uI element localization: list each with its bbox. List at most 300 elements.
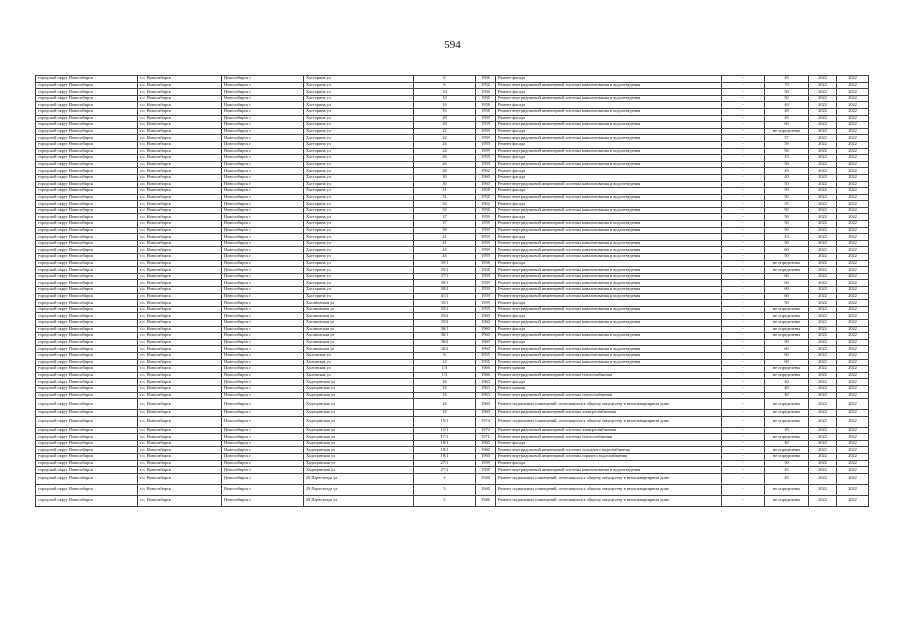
district-cell: городской округ Новосибирск <box>36 95 138 102</box>
cost-cell: 50 <box>765 194 809 201</box>
dash-cell: - <box>722 227 765 234</box>
plan-year-cell: 2022 <box>809 161 837 168</box>
table-row <box>36 201 869 208</box>
plan-year-cell: 2022 <box>809 240 837 247</box>
work-type-cell: Ремонт фасада <box>496 313 722 320</box>
municipality-cell: г.о. Новосибирск <box>138 352 222 359</box>
year-cell: 1960 <box>476 410 496 417</box>
table-row <box>36 148 869 155</box>
municipality-cell: г.о. Новосибирск <box>138 227 222 234</box>
municipality-cell: г.о. Новосибирск <box>138 128 222 135</box>
year-cell: 1960 <box>476 313 496 320</box>
street-cell: 29 Партсъезда ул <box>304 495 414 506</box>
plan-year-cell: 2022 <box>809 95 837 102</box>
street-cell: Хасановская ул <box>304 326 414 333</box>
city-cell: Новосибирск г <box>222 82 304 89</box>
dash-cell: - <box>722 188 765 195</box>
house-cell: 43 <box>414 247 476 254</box>
district-cell: городской округ Новосибирск <box>36 440 138 447</box>
district-cell: городской округ Новосибирск <box>36 188 138 195</box>
dash-cell: - <box>722 313 765 320</box>
municipality-cell: г.о. Новосибирск <box>138 168 222 175</box>
district-cell: городской округ Новосибирск <box>36 300 138 307</box>
table-row <box>36 495 869 506</box>
dash-cell: - <box>722 484 765 495</box>
dash-cell: - <box>722 352 765 359</box>
dash-cell: - <box>722 306 765 313</box>
fact-year-cell: 2022 <box>837 82 869 89</box>
municipality-cell: г.о. Новосибирск <box>138 207 222 214</box>
work-type-cell: Ремонт фасада <box>496 89 722 96</box>
street-cell: Хасторина ул <box>304 89 414 96</box>
district-cell: городской округ Новосибирск <box>36 339 138 346</box>
plan-year-cell: 2022 <box>809 359 837 366</box>
plan-year-cell: 2022 <box>809 168 837 175</box>
house-cell: 3 <box>414 484 476 495</box>
municipality-cell: г.о. Новосибирск <box>138 234 222 241</box>
street-cell: Ходоцинская ул <box>304 454 414 461</box>
dash-cell: - <box>722 319 765 326</box>
plan-year-cell: 2022 <box>809 247 837 254</box>
city-cell: Новосибирск г <box>222 399 304 410</box>
cost-cell: 50 <box>765 207 809 214</box>
year-cell: 1960 <box>476 339 496 346</box>
district-cell: городской округ Новосибирск <box>36 280 138 287</box>
house-cell: 16 <box>414 392 476 399</box>
table-row <box>36 207 869 214</box>
work-type-cell: Ремонт внутридомовой инженерной системы канализования и водоотведения <box>496 333 722 340</box>
city-cell: Новосибирск г <box>222 333 304 340</box>
house-cell: 36/2 <box>414 339 476 346</box>
house-cell: 35/2 <box>414 319 476 326</box>
city-cell: Новосибирск г <box>222 280 304 287</box>
fact-year-cell: 2022 <box>837 141 869 148</box>
plan-year-cell: 2022 <box>809 339 837 346</box>
cost-cell: не определены <box>765 399 809 410</box>
street-cell: Хасановская ул <box>304 346 414 353</box>
house-cell: 6 <box>414 352 476 359</box>
house-cell: 6 <box>414 82 476 89</box>
district-cell: городской округ Новосибирск <box>36 201 138 208</box>
city-cell: Новосибирск г <box>222 168 304 175</box>
house-cell: 20 <box>414 115 476 122</box>
street-cell: Ходоцинская ул <box>304 440 414 447</box>
year-cell: 1959 <box>476 300 496 307</box>
work-type-cell: Ремонт внутридомовой инженерной системы канализования и водоотведения <box>496 181 722 188</box>
municipality-cell: г.о. Новосибирск <box>138 460 222 467</box>
fact-year-cell: 2022 <box>837 359 869 366</box>
municipality-cell: г.о. Новосибирск <box>138 240 222 247</box>
plan-year-cell: 2022 <box>809 333 837 340</box>
table-row <box>36 122 869 129</box>
plan-year-cell: 2022 <box>809 447 837 454</box>
district-cell: городской округ Новосибирск <box>36 161 138 168</box>
cost-cell: 45 <box>765 234 809 241</box>
municipality-cell: г.о. Новосибирск <box>138 339 222 346</box>
fact-year-cell: 2022 <box>837 95 869 102</box>
house-cell: 5 <box>414 495 476 506</box>
fact-year-cell: 2022 <box>837 326 869 333</box>
street-cell: 29 Партсъезда ул <box>304 473 414 484</box>
district-cell: городской округ Новосибирск <box>36 385 138 392</box>
work-type-cell: Ремонт внутридомовой инженерной системы канализования и водоотведения <box>496 293 722 300</box>
table-row <box>36 254 869 261</box>
plan-year-cell: 2022 <box>809 254 837 261</box>
fact-year-cell: 2022 <box>837 148 869 155</box>
district-cell: городской округ Новосибирск <box>36 115 138 122</box>
municipality-cell: г.о. Новосибирск <box>138 495 222 506</box>
cost-cell: 50 <box>765 221 809 228</box>
work-type-cell: Ремонт внутридомовой инженерной системы теплоснабжения <box>496 392 722 399</box>
work-type-cell: Ремонт фасада <box>496 379 722 386</box>
fact-year-cell: 2022 <box>837 293 869 300</box>
district-cell: городской округ Новосибирск <box>36 234 138 241</box>
fact-year-cell: 2022 <box>837 102 869 109</box>
work-type-cell: Ремонт фасада <box>496 201 722 208</box>
cost-cell: не определены <box>765 372 809 379</box>
work-type-cell: Ремонт внутридомовой инженерной системы теплоснабжения <box>496 372 722 379</box>
year-cell: 1948 <box>476 473 496 484</box>
year-cell: 1959 <box>476 115 496 122</box>
municipality-cell: г.о. Новосибирск <box>138 440 222 447</box>
cost-cell: 60 <box>765 352 809 359</box>
cost-cell: 45 <box>765 115 809 122</box>
work-type-cell: Ремонт внутридомовой инженерной системы канализования и водоотведения <box>496 161 722 168</box>
fact-year-cell: 2022 <box>837 115 869 122</box>
house-cell: 26 <box>414 155 476 162</box>
city-cell: Новосибирск г <box>222 454 304 461</box>
district-cell: городской округ Новосибирск <box>36 240 138 247</box>
plan-year-cell: 2022 <box>809 427 837 434</box>
street-cell: Хасановская ул <box>304 313 414 320</box>
year-cell: 1959 <box>476 306 496 313</box>
dash-cell: - <box>722 102 765 109</box>
dash-cell: - <box>722 95 765 102</box>
work-type-cell: Ремонт внутридомовой инженерной системы канализования и водоотведения <box>496 306 722 313</box>
fact-year-cell: 2022 <box>837 234 869 241</box>
district-cell: городской округ Новосибирск <box>36 102 138 109</box>
table-row <box>36 287 869 294</box>
district-cell: городской округ Новосибирск <box>36 267 138 274</box>
year-cell: 1958 <box>476 102 496 109</box>
district-cell: городской округ Новосибирск <box>36 247 138 254</box>
fact-year-cell: 2022 <box>837 155 869 162</box>
plan-year-cell: 2022 <box>809 188 837 195</box>
house-cell: 1/3 <box>414 372 476 379</box>
fact-year-cell: 2022 <box>837 214 869 221</box>
plan-year-cell: 2022 <box>809 434 837 441</box>
district-cell: городской округ Новосибирск <box>36 141 138 148</box>
city-cell: Новосибирск г <box>222 161 304 168</box>
municipality-cell: г.о. Новосибирск <box>138 201 222 208</box>
work-type-cell: Ремонт подвальных помещений, относящихся к общему имуществу в многоквартирном доме <box>496 416 722 427</box>
municipality-cell: г.о. Новосибирск <box>138 306 222 313</box>
dash-cell: - <box>722 300 765 307</box>
street-cell: Хасановская ул <box>304 333 414 340</box>
dash-cell: - <box>722 280 765 287</box>
work-type-cell: Ремонт внутридомовой инженерной системы теплоснабжения <box>496 434 722 441</box>
district-cell: городской округ Новосибирск <box>36 366 138 373</box>
work-type-cell: Ремонт внутридомовой инженерной системы канализования и водоотведения <box>496 352 722 359</box>
work-type-cell: Ремонт фасада <box>496 168 722 175</box>
year-cell: 1946 <box>476 495 496 506</box>
fact-year-cell: 2022 <box>837 352 869 359</box>
fact-year-cell: 2022 <box>837 161 869 168</box>
municipality-cell: г.о. Новосибирск <box>138 221 222 228</box>
plan-year-cell: 2022 <box>809 201 837 208</box>
cost-cell: 50 <box>765 460 809 467</box>
house-cell: 35/2 <box>414 313 476 320</box>
dash-cell: - <box>722 254 765 261</box>
table-row <box>36 214 869 221</box>
street-cell: Хасторина ул <box>304 82 414 89</box>
municipality-cell: г.о. Новосибирск <box>138 254 222 261</box>
work-type-cell: Ремонт внутридомовой инженерной системы канализования и водоотведения <box>496 346 722 353</box>
year-cell: 1960 <box>476 326 496 333</box>
work-type-cell: Ремонт фасада <box>496 102 722 109</box>
district-cell: городской округ Новосибирск <box>36 174 138 181</box>
house-cell: 15/1 <box>414 427 476 434</box>
district-cell: городской округ Новосибирск <box>36 467 138 474</box>
city-cell: Новосибирск г <box>222 89 304 96</box>
fact-year-cell: 2022 <box>837 247 869 254</box>
dash-cell: - <box>722 181 765 188</box>
house-cell: 37 <box>414 214 476 221</box>
cost-cell: 50 <box>765 339 809 346</box>
cost-cell: 50 <box>765 300 809 307</box>
city-cell: Новосибирск г <box>222 234 304 241</box>
district-cell: городской округ Новосибирск <box>36 447 138 454</box>
district-cell: городской округ Новосибирск <box>36 293 138 300</box>
cost-cell: 50 <box>765 240 809 247</box>
cost-cell: не определены <box>765 447 809 454</box>
district-cell: городской округ Новосибирск <box>36 155 138 162</box>
municipality-cell: г.о. Новосибирск <box>138 416 222 427</box>
street-cell: Ходоцинская ул <box>304 392 414 399</box>
city-cell: Новосибирск г <box>222 188 304 195</box>
district-cell: городской округ Новосибирск <box>36 319 138 326</box>
fact-year-cell: 2022 <box>837 339 869 346</box>
city-cell: Новосибирск г <box>222 339 304 346</box>
plan-year-cell: 2022 <box>809 410 837 417</box>
dash-cell: - <box>722 273 765 280</box>
street-cell: Хасторина ул <box>304 168 414 175</box>
house-cell: 22 <box>414 128 476 135</box>
municipality-cell: г.о. Новосибирск <box>138 379 222 386</box>
dash-cell: - <box>722 385 765 392</box>
table-row <box>36 174 869 181</box>
cost-cell: 45 <box>765 76 809 83</box>
fact-year-cell: 2022 <box>837 194 869 201</box>
year-cell: 1959 <box>476 155 496 162</box>
street-cell: Хасторина ул <box>304 122 414 129</box>
district-cell: городской округ Новосибирск <box>36 148 138 155</box>
house-cell: 20 <box>414 122 476 129</box>
year-cell: 1963 <box>476 379 496 386</box>
dash-cell: - <box>722 293 765 300</box>
street-cell: Ходоцинская ул <box>304 447 414 454</box>
municipality-cell: г.о. Новосибирск <box>138 319 222 326</box>
table-row <box>36 128 869 135</box>
fact-year-cell: 2022 <box>837 346 869 353</box>
year-cell: 1959 <box>476 128 496 135</box>
municipality-cell: г.о. Новосибирск <box>138 467 222 474</box>
municipality-cell: г.о. Новосибирск <box>138 366 222 373</box>
fact-year-cell: 2022 <box>837 447 869 454</box>
cost-cell: 50 <box>765 227 809 234</box>
city-cell: Новосибирск г <box>222 427 304 434</box>
municipality-cell: г.о. Новосибирск <box>138 326 222 333</box>
plan-year-cell: 2022 <box>809 221 837 228</box>
work-type-cell: Ремонт фасада <box>496 76 722 83</box>
municipality-cell: г.о. Новосибирск <box>138 122 222 129</box>
year-cell: 1958 <box>476 260 496 267</box>
plan-year-cell: 2022 <box>809 460 837 467</box>
house-cell: 36/1 <box>414 333 476 340</box>
house-cell: 41/1 <box>414 293 476 300</box>
year-cell: 1960 <box>476 399 496 410</box>
house-cell: 2 <box>414 473 476 484</box>
street-cell: Хасторина ул <box>304 247 414 254</box>
city-cell: Новосибирск г <box>222 174 304 181</box>
dash-cell: - <box>722 174 765 181</box>
municipality-cell: г.о. Новосибирск <box>138 95 222 102</box>
district-cell: городской округ Новосибирск <box>36 434 138 441</box>
municipality-cell: г.о. Новосибирск <box>138 247 222 254</box>
district-cell: городской округ Новосибирск <box>36 399 138 410</box>
house-cell: 17/1 <box>414 434 476 441</box>
district-cell: городской округ Новосибирск <box>36 484 138 495</box>
table-row <box>36 313 869 320</box>
street-cell: 29 Партсъезда ул <box>304 484 414 495</box>
plan-year-cell: 2022 <box>809 454 837 461</box>
work-type-cell: Ремонт внутридомовой инженерной системы канализования и водоотведения <box>496 135 722 142</box>
table-row <box>36 115 869 122</box>
city-cell: Новосибирск г <box>222 76 304 83</box>
municipality-cell: г.о. Новосибирск <box>138 280 222 287</box>
cost-cell: 45 <box>765 168 809 175</box>
municipality-cell: г.о. Новосибирск <box>138 346 222 353</box>
house-cell: 18/1 <box>414 440 476 447</box>
house-cell: 16 <box>414 102 476 109</box>
street-cell: Хасторина ул <box>304 254 414 261</box>
table-row <box>36 333 869 340</box>
city-cell: Новосибирск г <box>222 306 304 313</box>
fact-year-cell: 2022 <box>837 188 869 195</box>
street-cell: Хасторина ул <box>304 155 414 162</box>
dash-cell: - <box>722 434 765 441</box>
city-cell: Новосибирск г <box>222 319 304 326</box>
district-cell: городской округ Новосибирск <box>36 76 138 83</box>
house-cell: 26 <box>414 161 476 168</box>
municipality-cell: г.о. Новосибирск <box>138 135 222 142</box>
municipality-cell: г.о. Новосибирск <box>138 372 222 379</box>
house-cell: 31 <box>414 188 476 195</box>
dash-cell: - <box>722 287 765 294</box>
house-cell: 18/1 <box>414 447 476 454</box>
plan-year-cell: 2022 <box>809 155 837 162</box>
municipality-cell: г.о. Новосибирск <box>138 267 222 274</box>
city-cell: Новосибирск г <box>222 416 304 427</box>
table-row <box>36 473 869 484</box>
plan-year-cell: 2022 <box>809 287 837 294</box>
dash-cell: - <box>722 128 765 135</box>
fact-year-cell: 2022 <box>837 392 869 399</box>
year-cell: 1956 <box>476 89 496 96</box>
house-cell: 36/1 <box>414 326 476 333</box>
table-row <box>36 260 869 267</box>
dash-cell: - <box>722 440 765 447</box>
street-cell: Хасторина ул <box>304 148 414 155</box>
house-cell: 16 <box>414 108 476 115</box>
year-cell: 1974 <box>476 427 496 434</box>
street-cell: Ходоцинская ул <box>304 460 414 467</box>
dash-cell: - <box>722 359 765 366</box>
table-row <box>36 467 869 474</box>
year-cell: 1959 <box>476 221 496 228</box>
table-row <box>36 379 869 386</box>
fact-year-cell: 2022 <box>837 399 869 410</box>
cost-cell: не определены <box>765 267 809 274</box>
street-cell: Хасторина ул <box>304 234 414 241</box>
work-type-cell: Ремонт внутридомовой инженерной системы электроснабжения <box>496 427 722 434</box>
fact-year-cell: 2022 <box>837 280 869 287</box>
district-cell: городской округ Новосибирск <box>36 82 138 89</box>
year-cell: 1959 <box>476 135 496 142</box>
municipality-cell: г.о. Новосибирск <box>138 300 222 307</box>
fact-year-cell: 2022 <box>837 454 869 461</box>
city-cell: Новосибирск г <box>222 128 304 135</box>
table-row <box>36 410 869 417</box>
district-cell: городской округ Новосибирск <box>36 473 138 484</box>
work-type-cell: Ремонт фасада <box>496 300 722 307</box>
fact-year-cell: 2022 <box>837 410 869 417</box>
dash-cell: - <box>722 221 765 228</box>
table-row <box>36 95 869 102</box>
dash-cell: - <box>722 76 765 83</box>
district-cell: городской округ Новосибирск <box>36 181 138 188</box>
street-cell: Ходоцинская ул <box>304 434 414 441</box>
plan-year-cell: 2022 <box>809 319 837 326</box>
dash-cell: - <box>722 155 765 162</box>
dash-cell: - <box>722 161 765 168</box>
district-cell: городской округ Новосибирск <box>36 89 138 96</box>
table-row <box>36 326 869 333</box>
cost-cell: не определены <box>765 416 809 427</box>
municipality-cell: г.о. Новосибирск <box>138 399 222 410</box>
street-cell: Хасторина ул <box>304 188 414 195</box>
year-cell: 1960 <box>476 319 496 326</box>
cost-cell: не определены <box>765 434 809 441</box>
house-cell: 33 <box>414 207 476 214</box>
district-cell: городской округ Новосибирск <box>36 495 138 506</box>
table-row <box>36 293 869 300</box>
municipality-cell: г.о. Новосибирск <box>138 194 222 201</box>
city-cell: Новосибирск г <box>222 247 304 254</box>
house-cell: 39 <box>414 227 476 234</box>
table-row <box>36 168 869 175</box>
street-cell: Хасторина ул <box>304 135 414 142</box>
work-type-cell: Ремонт фасада <box>496 260 722 267</box>
street-cell: Хасторина ул <box>304 95 414 102</box>
street-cell: Ходоцинская ул <box>304 467 414 474</box>
work-type-cell: Ремонт фасада <box>496 141 722 148</box>
work-type-cell: Ремонт внутридомовой инженерной системы канализования и водоотведения <box>496 273 722 280</box>
plan-year-cell: 2022 <box>809 273 837 280</box>
plan-year-cell: 2022 <box>809 495 837 506</box>
house-cell: 6 <box>414 76 476 83</box>
work-type-cell: Ремонт внутридомовой инженерной системы канализования и водоотведения <box>496 267 722 274</box>
